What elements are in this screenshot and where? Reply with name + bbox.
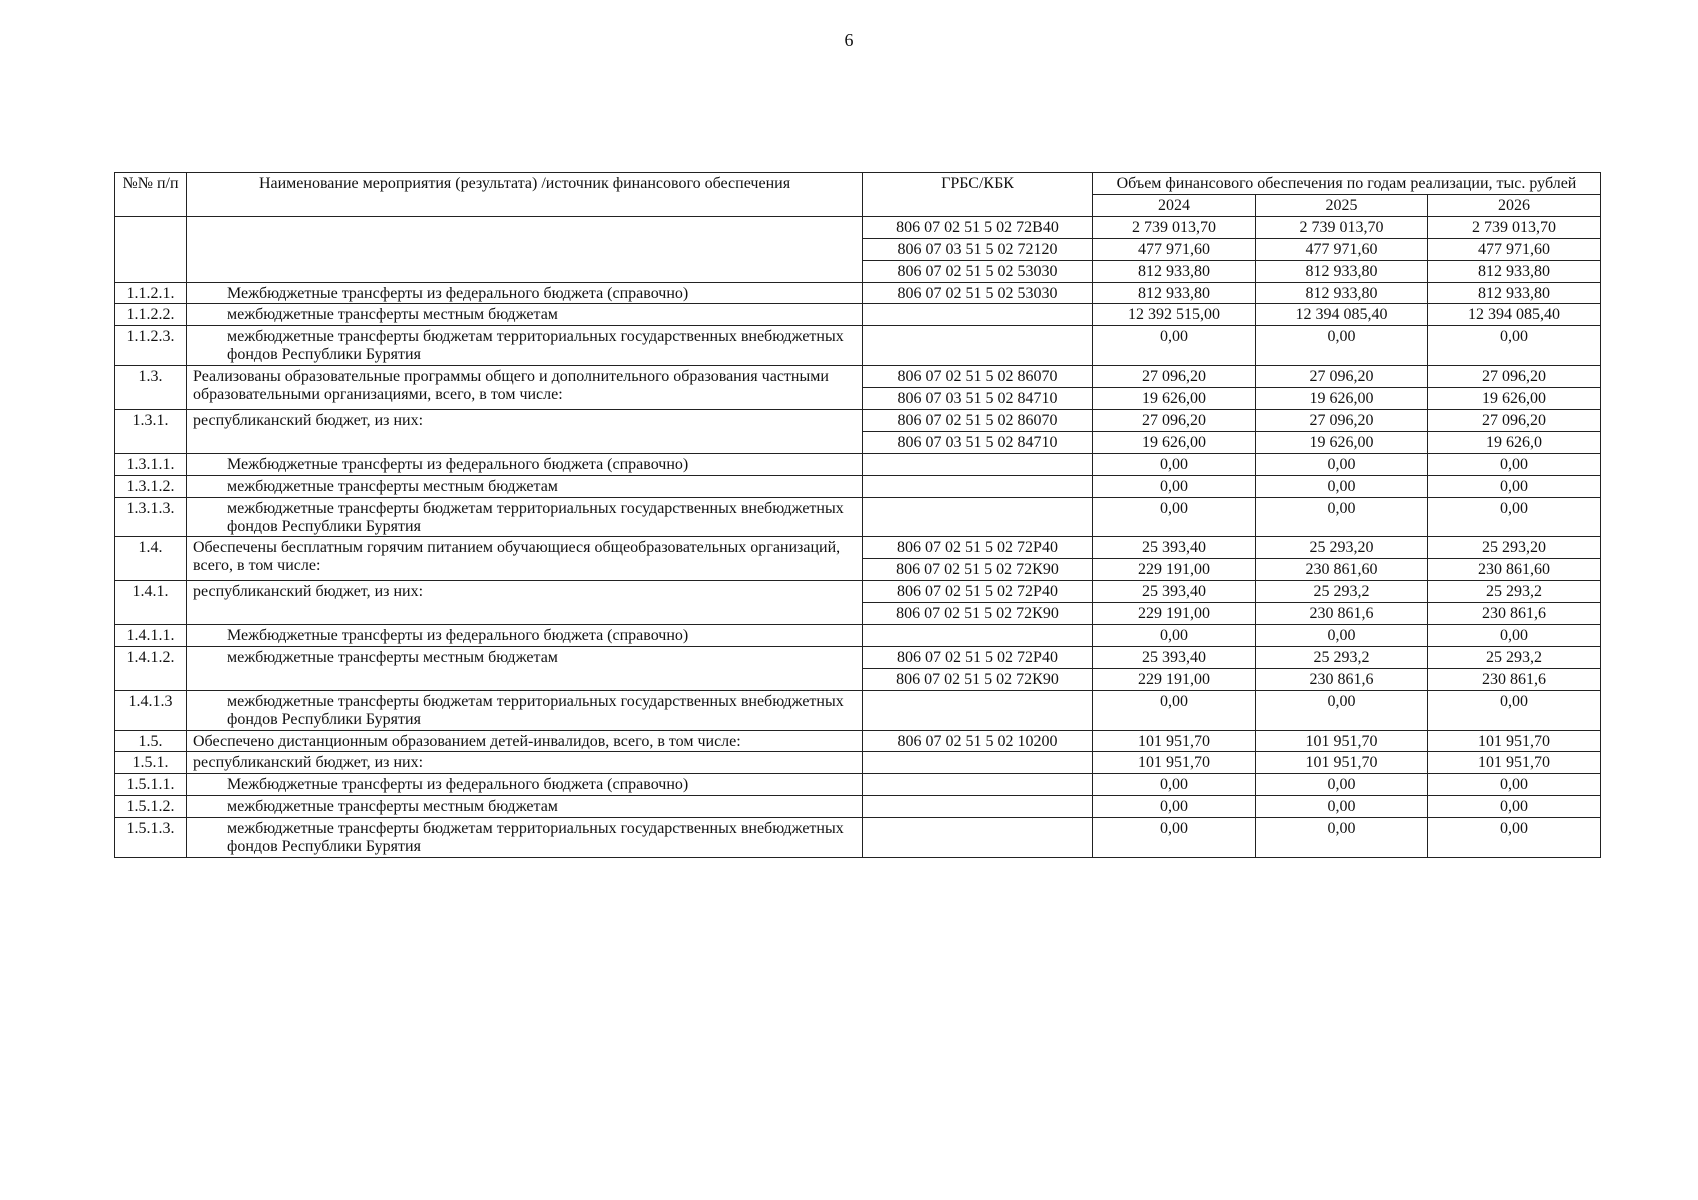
header-year-2024: 2024: [1093, 194, 1256, 216]
table-row: [115, 475, 1601, 497]
row-number: 1.1.2.3.: [115, 326, 187, 366]
row-value-2025: 812 933,80: [1256, 282, 1428, 304]
row-name: межбюджетные трансферты местным бюджетам: [187, 796, 863, 818]
row-number: 1.4.: [115, 537, 187, 581]
row-name: Межбюджетные трансферты из федерального бюджета (справочно): [187, 774, 863, 796]
row-number: 1.4.1.2.: [115, 646, 187, 690]
table-row: [115, 625, 1601, 647]
table-row: [115, 774, 1601, 796]
row-value-2025: 477 971,60: [1256, 238, 1428, 260]
row-name: межбюджетные трансферты бюджетам территориальных государственных внебюджетных фондов Республики Бурятия: [187, 497, 863, 537]
row-name: Обеспечено дистанционным образованием детей-инвалидов, всего, в том числе:: [187, 730, 863, 752]
row-value-2026: 0,00: [1428, 818, 1601, 858]
row-value-2025: 2 739 013,70: [1256, 216, 1428, 238]
row-value-2025: 0,00: [1256, 326, 1428, 366]
row-number: 1.3.1.2.: [115, 475, 187, 497]
row-value-2024: 12 392 515,00: [1093, 304, 1256, 326]
row-value-2026: 25 293,2: [1428, 581, 1601, 603]
row-name: межбюджетные трансферты бюджетам территориальных государственных внебюджетных фондов Республики Бурятия: [187, 326, 863, 366]
row-kbk: [863, 818, 1093, 858]
row-value-2024: 0,00: [1093, 453, 1256, 475]
row-number: 1.5.: [115, 730, 187, 752]
row-value-2025: 25 293,20: [1256, 537, 1428, 559]
row-name: межбюджетные трансферты местным бюджетам: [187, 475, 863, 497]
row-value-2026: 19 626,00: [1428, 388, 1601, 410]
row-name: Межбюджетные трансферты из федерального бюджета (справочно): [187, 453, 863, 475]
row-value-2026: 812 933,80: [1428, 260, 1601, 282]
row-number: 1.1.2.2.: [115, 304, 187, 326]
table-row: [115, 752, 1601, 774]
row-number: 1.3.1.: [115, 409, 187, 453]
row-value-2025: 230 861,60: [1256, 559, 1428, 581]
row-value-2025: 0,00: [1256, 690, 1428, 730]
row-name: межбюджетные трансферты бюджетам территориальных государственных внебюджетных фондов Республики Бурятия: [187, 690, 863, 730]
row-kbk: [863, 690, 1093, 730]
table-row: [115, 730, 1601, 752]
row-number: [115, 216, 187, 282]
table-body: [115, 216, 1601, 857]
row-number: 1.3.1.3.: [115, 497, 187, 537]
row-value-2024: 0,00: [1093, 774, 1256, 796]
row-value-2025: 0,00: [1256, 625, 1428, 647]
row-number: 1.4.1.1.: [115, 625, 187, 647]
table-row: [115, 453, 1601, 475]
row-value-2025: 27 096,20: [1256, 409, 1428, 431]
row-name: республиканский бюджет, из них:: [187, 752, 863, 774]
header-year-2025: 2025: [1256, 194, 1428, 216]
row-number: 1.5.1.: [115, 752, 187, 774]
row-value-2024: 812 933,80: [1093, 282, 1256, 304]
row-kbk: [863, 752, 1093, 774]
row-value-2026: 19 626,0: [1428, 431, 1601, 453]
row-kbk: 806 07 02 51 5 02 72К90: [863, 668, 1093, 690]
header-kbk: ГРБС/КБК: [863, 173, 1093, 217]
row-value-2025: 0,00: [1256, 453, 1428, 475]
row-kbk: 806 07 02 51 5 02 53030: [863, 282, 1093, 304]
row-value-2025: 12 394 085,40: [1256, 304, 1428, 326]
row-value-2024: 0,00: [1093, 326, 1256, 366]
row-value-2025: 101 951,70: [1256, 752, 1428, 774]
row-kbk: [863, 453, 1093, 475]
header-year-2026: 2026: [1428, 194, 1601, 216]
row-kbk: [863, 304, 1093, 326]
table-row: [115, 366, 1601, 388]
row-kbk: 806 07 03 51 5 02 72120: [863, 238, 1093, 260]
row-name: межбюджетные трансферты местным бюджетам: [187, 304, 863, 326]
row-value-2026: 230 861,6: [1428, 668, 1601, 690]
row-value-2026: 12 394 085,40: [1428, 304, 1601, 326]
row-value-2026: 812 933,80: [1428, 282, 1601, 304]
table-header: [115, 173, 1601, 217]
row-kbk: 806 07 02 51 5 02 53030: [863, 260, 1093, 282]
row-kbk: [863, 796, 1093, 818]
row-name: межбюджетные трансферты бюджетам территориальных государственных внебюджетных фондов Республики Бурятия: [187, 818, 863, 858]
table-row: [115, 690, 1601, 730]
row-number: 1.1.2.1.: [115, 282, 187, 304]
row-value-2024: 27 096,20: [1093, 366, 1256, 388]
row-kbk: 806 07 02 51 5 02 10200: [863, 730, 1093, 752]
row-value-2025: 27 096,20: [1256, 366, 1428, 388]
row-value-2024: 229 191,00: [1093, 559, 1256, 581]
row-number: 1.3.: [115, 366, 187, 410]
row-kbk: 806 07 02 51 5 02 72К90: [863, 559, 1093, 581]
row-kbk: [863, 497, 1093, 537]
row-kbk: 806 07 02 51 5 02 72Р40: [863, 646, 1093, 668]
row-value-2026: 0,00: [1428, 625, 1601, 647]
table-row: [115, 646, 1601, 668]
row-name: республиканский бюджет, из них:: [187, 581, 863, 625]
row-value-2025: 230 861,6: [1256, 668, 1428, 690]
row-value-2024: 19 626,00: [1093, 388, 1256, 410]
row-value-2024: 25 393,40: [1093, 646, 1256, 668]
row-kbk: 806 07 02 51 5 02 72Р40: [863, 537, 1093, 559]
row-value-2026: 0,00: [1428, 453, 1601, 475]
row-kbk: [863, 774, 1093, 796]
row-value-2026: 0,00: [1428, 774, 1601, 796]
header-name: Наименование мероприятия (результата) /источник финансового обеспечения: [187, 173, 863, 217]
table-row: [115, 304, 1601, 326]
financing-table: [114, 172, 1601, 858]
table-row: [115, 537, 1601, 559]
row-value-2025: 230 861,6: [1256, 603, 1428, 625]
header-volume: Объем финансового обеспечения по годам реализации, тыс. рублей: [1093, 173, 1601, 195]
row-kbk: [863, 326, 1093, 366]
row-name: [187, 216, 863, 282]
row-value-2026: 27 096,20: [1428, 366, 1601, 388]
row-value-2025: 812 933,80: [1256, 260, 1428, 282]
row-number: 1.5.1.1.: [115, 774, 187, 796]
row-number: 1.3.1.1.: [115, 453, 187, 475]
row-value-2026: 25 293,20: [1428, 537, 1601, 559]
row-value-2024: 229 191,00: [1093, 668, 1256, 690]
row-name: республиканский бюджет, из них:: [187, 409, 863, 453]
row-number: 1.5.1.2.: [115, 796, 187, 818]
row-kbk: 806 07 02 51 5 02 72К90: [863, 603, 1093, 625]
row-value-2024: 477 971,60: [1093, 238, 1256, 260]
row-name: Межбюджетные трансферты из федерального бюджета (справочно): [187, 282, 863, 304]
row-value-2024: 0,00: [1093, 497, 1256, 537]
row-name: межбюджетные трансферты местным бюджетам: [187, 646, 863, 690]
row-value-2026: 27 096,20: [1428, 409, 1601, 431]
row-value-2024: 101 951,70: [1093, 752, 1256, 774]
row-name: Межбюджетные трансферты из федерального бюджета (справочно): [187, 625, 863, 647]
row-value-2024: 0,00: [1093, 475, 1256, 497]
table-row: [115, 581, 1601, 603]
table-row: [115, 282, 1601, 304]
row-value-2026: 101 951,70: [1428, 752, 1601, 774]
row-value-2026: 0,00: [1428, 497, 1601, 537]
row-value-2026: 0,00: [1428, 796, 1601, 818]
row-kbk: [863, 625, 1093, 647]
row-value-2026: 230 861,6: [1428, 603, 1601, 625]
row-value-2026: 0,00: [1428, 690, 1601, 730]
row-value-2026: 230 861,60: [1428, 559, 1601, 581]
row-value-2025: 19 626,00: [1256, 431, 1428, 453]
row-value-2024: 25 393,40: [1093, 537, 1256, 559]
row-value-2024: 0,00: [1093, 818, 1256, 858]
row-value-2025: 0,00: [1256, 497, 1428, 537]
row-value-2024: 101 951,70: [1093, 730, 1256, 752]
row-value-2026: 25 293,2: [1428, 646, 1601, 668]
row-value-2026: 477 971,60: [1428, 238, 1601, 260]
row-value-2024: 25 393,40: [1093, 581, 1256, 603]
row-value-2025: 0,00: [1256, 475, 1428, 497]
row-name: Обеспечены бесплатным горячим питанием обучающиеся общеобразовательных организаций, всего, в том числе:: [187, 537, 863, 581]
row-value-2024: 19 626,00: [1093, 431, 1256, 453]
header-num: №№ п/п: [115, 173, 187, 217]
row-value-2025: 0,00: [1256, 774, 1428, 796]
row-kbk: 806 07 03 51 5 02 84710: [863, 388, 1093, 410]
row-value-2024: 0,00: [1093, 796, 1256, 818]
row-value-2025: 0,00: [1256, 818, 1428, 858]
row-value-2024: 0,00: [1093, 625, 1256, 647]
table-row: [115, 216, 1601, 238]
table-row: [115, 409, 1601, 431]
row-value-2025: 19 626,00: [1256, 388, 1428, 410]
row-value-2026: 101 951,70: [1428, 730, 1601, 752]
row-value-2025: 0,00: [1256, 796, 1428, 818]
row-value-2024: 2 739 013,70: [1093, 216, 1256, 238]
row-kbk: 806 07 02 51 5 02 72Р40: [863, 581, 1093, 603]
row-value-2024: 812 933,80: [1093, 260, 1256, 282]
row-value-2024: 0,00: [1093, 690, 1256, 730]
row-value-2026: 0,00: [1428, 475, 1601, 497]
row-kbk: 806 07 03 51 5 02 84710: [863, 431, 1093, 453]
row-value-2026: 2 739 013,70: [1428, 216, 1601, 238]
row-value-2025: 25 293,2: [1256, 581, 1428, 603]
row-value-2024: 229 191,00: [1093, 603, 1256, 625]
row-value-2025: 25 293,2: [1256, 646, 1428, 668]
row-kbk: [863, 475, 1093, 497]
table-row: [115, 796, 1601, 818]
row-kbk: 806 07 02 51 5 02 86070: [863, 366, 1093, 388]
row-number: 1.4.1.: [115, 581, 187, 625]
row-kbk: 806 07 02 51 5 02 86070: [863, 409, 1093, 431]
row-name: Реализованы образовательные программы общего и дополнительного образования частными образовательными организациями, всего, в том числе:: [187, 366, 863, 410]
row-value-2024: 27 096,20: [1093, 409, 1256, 431]
table-row: [115, 818, 1601, 858]
row-number: 1.5.1.3.: [115, 818, 187, 858]
row-value-2026: 0,00: [1428, 326, 1601, 366]
page-number: 6: [844, 30, 854, 50]
table-row: [115, 497, 1601, 537]
row-number: 1.4.1.3: [115, 690, 187, 730]
row-value-2025: 101 951,70: [1256, 730, 1428, 752]
row-kbk: 806 07 02 51 5 02 72В40: [863, 216, 1093, 238]
table-row: [115, 326, 1601, 366]
